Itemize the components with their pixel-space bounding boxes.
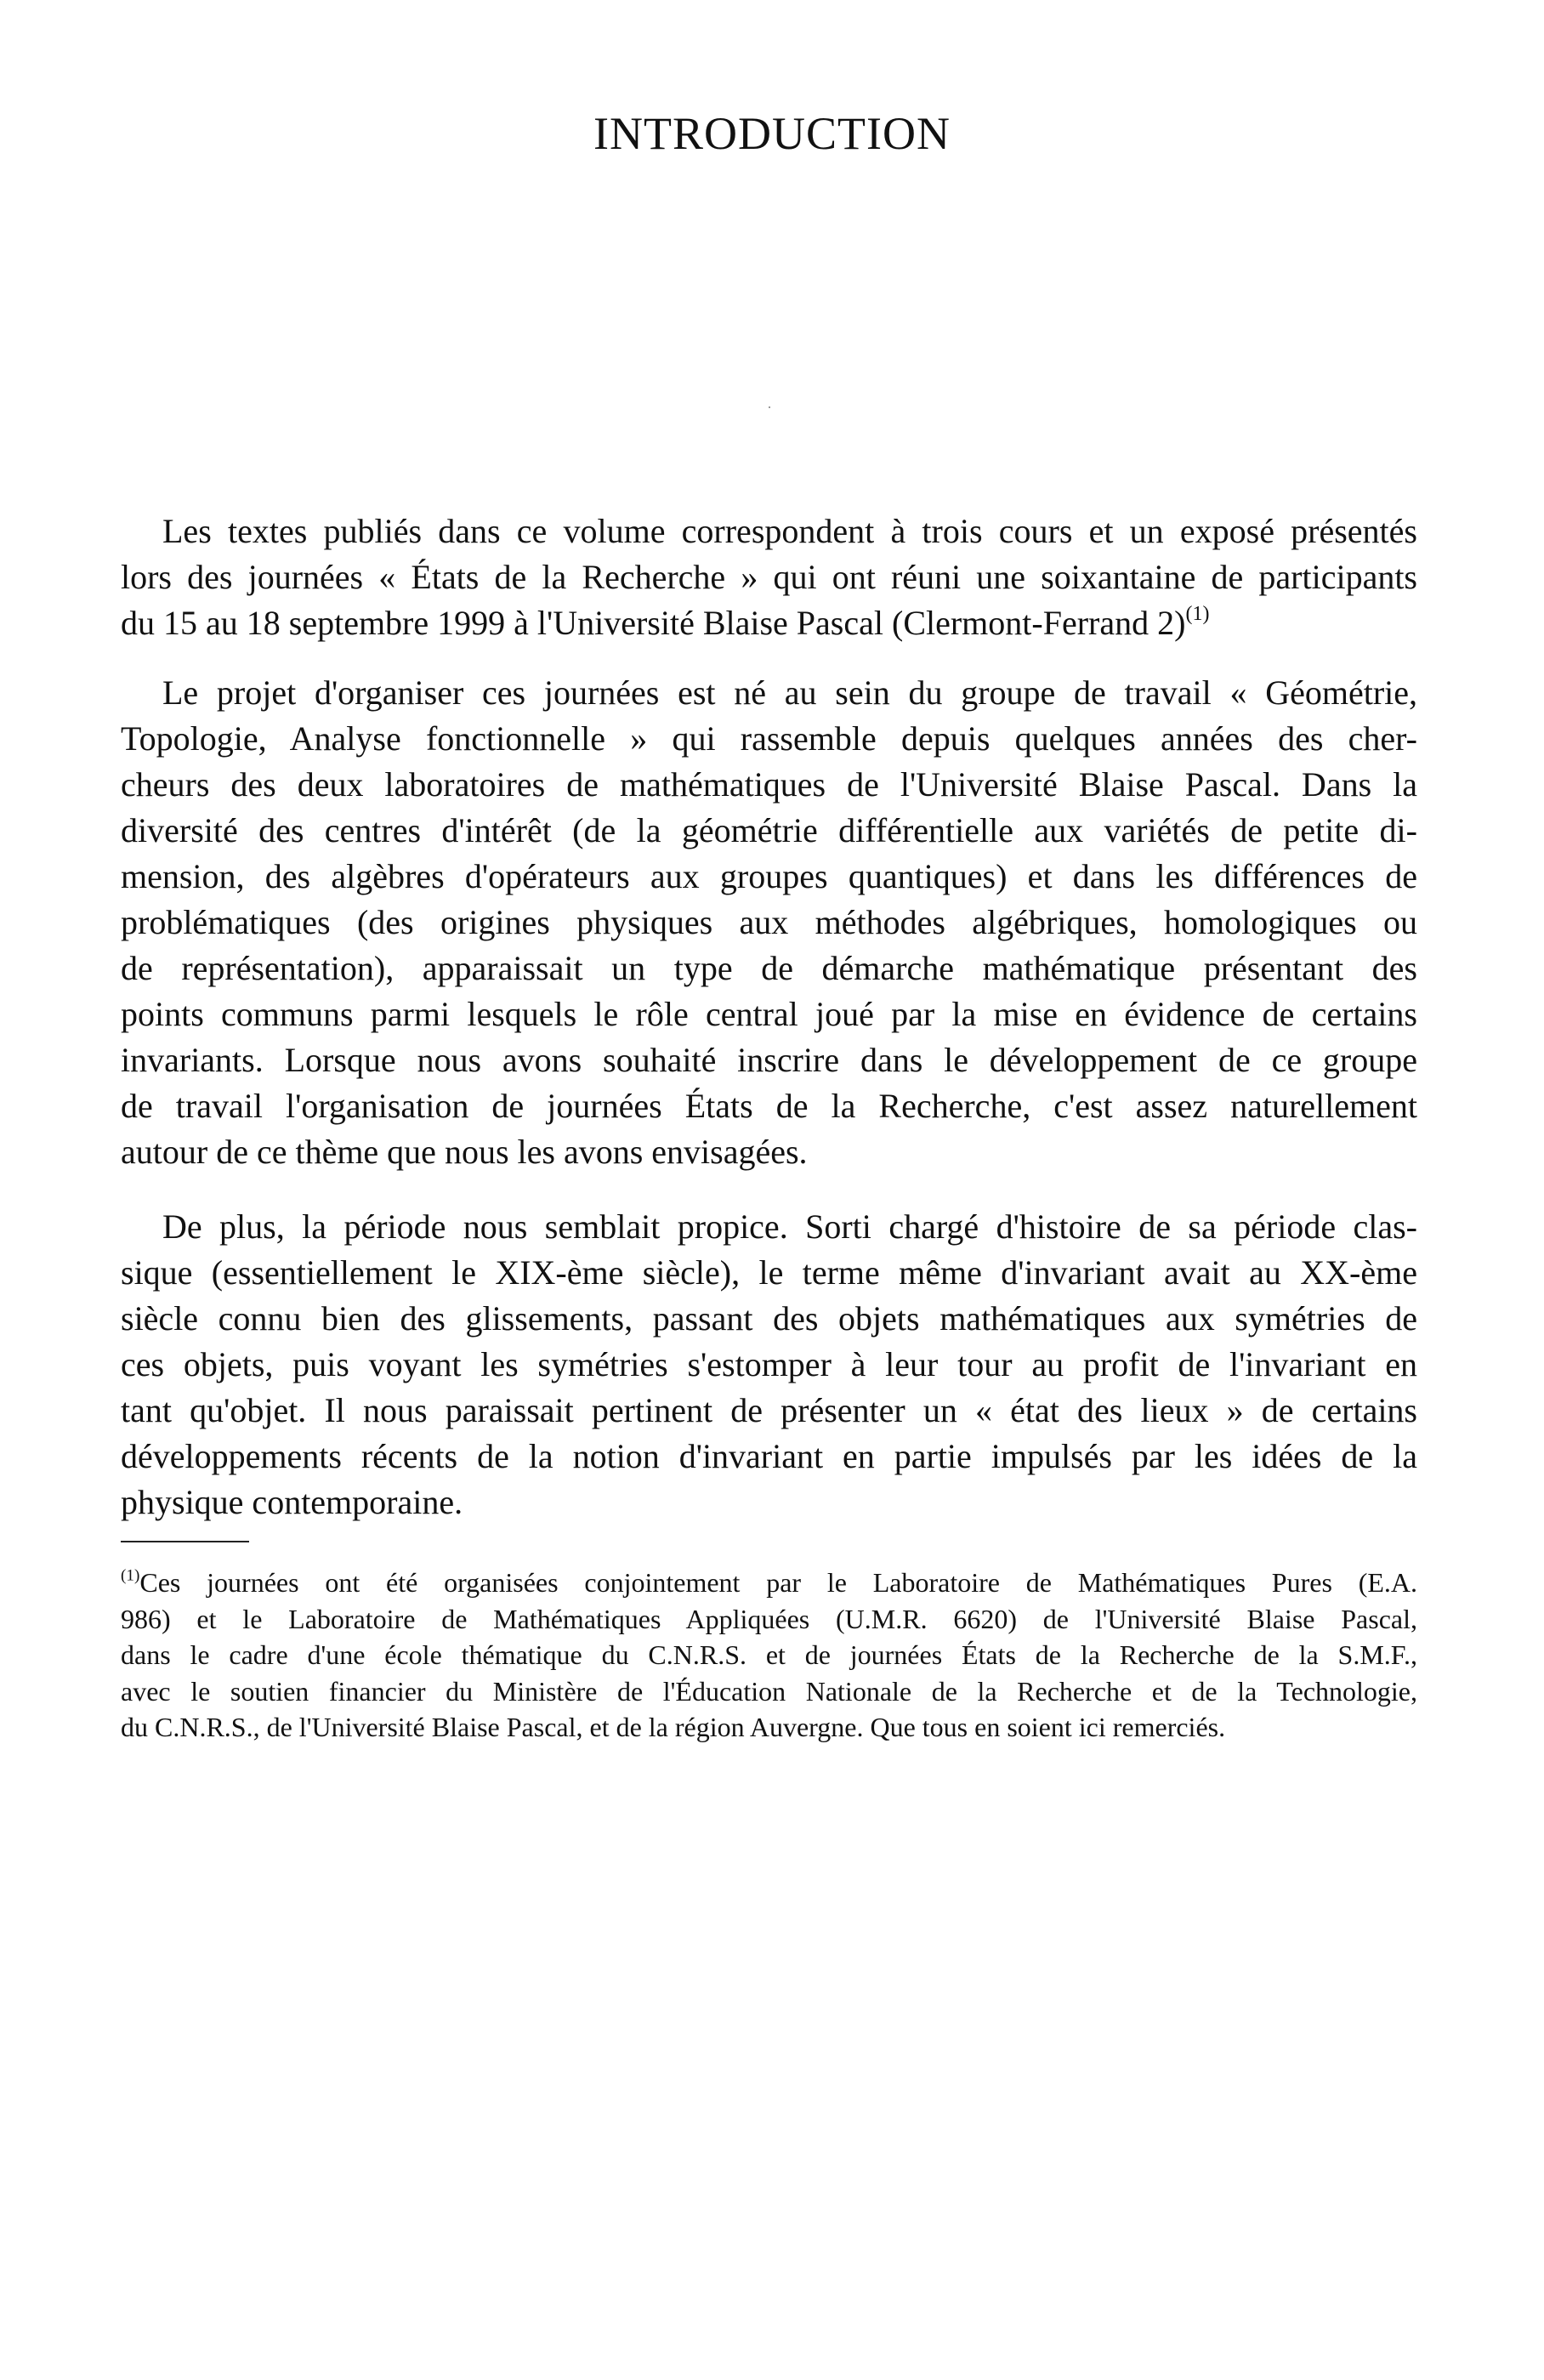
- paragraph-2: [121, 670, 1417, 1175]
- line-text: siècle connu bien des glissements, passant des objets mathématiques aux symétries de: [121, 1299, 1417, 1338]
- line-text: invariants. Lorsque nous avons souhaité inscrire dans le développement de ce groupe: [121, 1041, 1417, 1079]
- paragraph-1: [121, 508, 1417, 646]
- text-line: [121, 900, 1417, 946]
- scan-speck: [769, 406, 770, 408]
- footnote-rule: [121, 1541, 249, 1542]
- text-line: [121, 1204, 1417, 1250]
- text-line: [121, 1037, 1417, 1083]
- line-text: sique (essentiellement le XIX-ème siècle), le terme même d'invariant avait au XX-ème: [121, 1253, 1417, 1292]
- line-text: Ces journées ont été organisées conjointement par le Laboratoire de Mathématiques Pures (E.A.: [139, 1567, 1417, 1598]
- text-line: [121, 1480, 1417, 1525]
- line-text: diversité des centres d'intérêt (de la géométrie différentielle aux variétés de petite di-: [121, 811, 1417, 849]
- line-text: 986) et le Laboratoire de Mathématiques Appliquées (U.M.R. 6620) de l'Université Blaise Pascal,: [121, 1603, 1417, 1634]
- page-title: INTRODUCTION: [593, 108, 951, 159]
- line-text: tant qu'objet. Il nous paraissait pertinent de présenter un « état des lieux » de certains: [121, 1391, 1417, 1429]
- line-text: Topologie, Analyse fonctionnelle » qui rassemble depuis quelques années des cher-: [121, 719, 1417, 758]
- text-line: [121, 1434, 1417, 1480]
- text-line: [121, 1673, 1417, 1710]
- line-text: de travail l'organisation de journées États de la Recherche, c'est assez naturellement: [121, 1087, 1417, 1125]
- line-text: cheurs des deux laboratoires de mathématiques de l'Université Blaise Pascal. Dans la: [121, 765, 1417, 804]
- text-line: [121, 508, 1417, 554]
- text-line: [121, 1637, 1417, 1673]
- line-text: De plus, la période nous semblait propice. Sorti chargé d'histoire de sa période clas-: [162, 1207, 1417, 1246]
- text-line: [121, 1601, 1417, 1638]
- line-text: points communs parmi lesquels le rôle central joué par la mise en évidence de certains: [121, 995, 1417, 1033]
- line-text: Le projet d'organiser ces journées est né au sein du groupe de travail « Géométrie,: [162, 673, 1417, 712]
- line-text: avec le soutien financier du Ministère de l'Éducation Nationale de la Recherche et de la Technologie,: [121, 1675, 1417, 1707]
- line-text: lors des journées « États de la Recherche » qui ont réuni une soixantaine de participants: [121, 558, 1417, 596]
- text-line: [121, 1388, 1417, 1434]
- line-text: autour de ce thème que nous les avons envisagées.: [121, 1133, 808, 1171]
- text-line: [121, 670, 1417, 716]
- text-line: [121, 716, 1417, 762]
- line-text: dans le cadre d'une école thématique du C.N.R.S. et de journées États de la Recherche de la S.M.F.,: [121, 1639, 1417, 1670]
- text-line: [121, 1709, 1417, 1746]
- line-text: ces objets, puis voyant les symétries s'estomper à leur tour au profit de l'invariant en: [121, 1345, 1417, 1383]
- text-line: [121, 1565, 1417, 1601]
- text-line: [121, 991, 1417, 1037]
- text-line: [121, 762, 1417, 808]
- text-line: [121, 600, 1417, 646]
- text-line: [121, 1250, 1417, 1296]
- line-text: développements récents de la notion d'invariant en partie impulsés par les idées de la: [121, 1437, 1417, 1475]
- text-line: [121, 1129, 1417, 1175]
- text-line: [121, 1083, 1417, 1129]
- text-line: [121, 554, 1417, 600]
- line-text: du C.N.R.S., de l'Université Blaise Pascal, et de la région Auvergne. Que tous en soient ici remerciés.: [121, 1712, 1226, 1742]
- text-line: [121, 946, 1417, 991]
- text-line: [121, 1342, 1417, 1388]
- line-text: Les textes publiés dans ce volume correspondent à trois cours et un exposé présentés: [162, 512, 1417, 550]
- line-text: de représentation), apparaissait un type de démarche mathématique présentant des: [121, 949, 1417, 987]
- text-line: [121, 854, 1417, 900]
- text-line: [121, 1296, 1417, 1342]
- footnote-marker: (1): [121, 1566, 140, 1585]
- line-text: physique contemporaine.: [121, 1483, 463, 1521]
- paragraph-3: [121, 1204, 1417, 1525]
- footnote: [121, 1565, 1417, 1746]
- footnote-reference[interactable]: (1): [1185, 603, 1210, 626]
- line-text: problématiques (des origines physiques aux méthodes algébriques, homologiques ou: [121, 903, 1417, 941]
- text-line: [121, 808, 1417, 854]
- line-text: mension, des algèbres d'opérateurs aux groupes quantiques) et dans les différences de: [121, 857, 1417, 895]
- line-text: du 15 au 18 septembre 1999 à l'Université Blaise Pascal (Clermont-Ferrand 2): [121, 604, 1186, 642]
